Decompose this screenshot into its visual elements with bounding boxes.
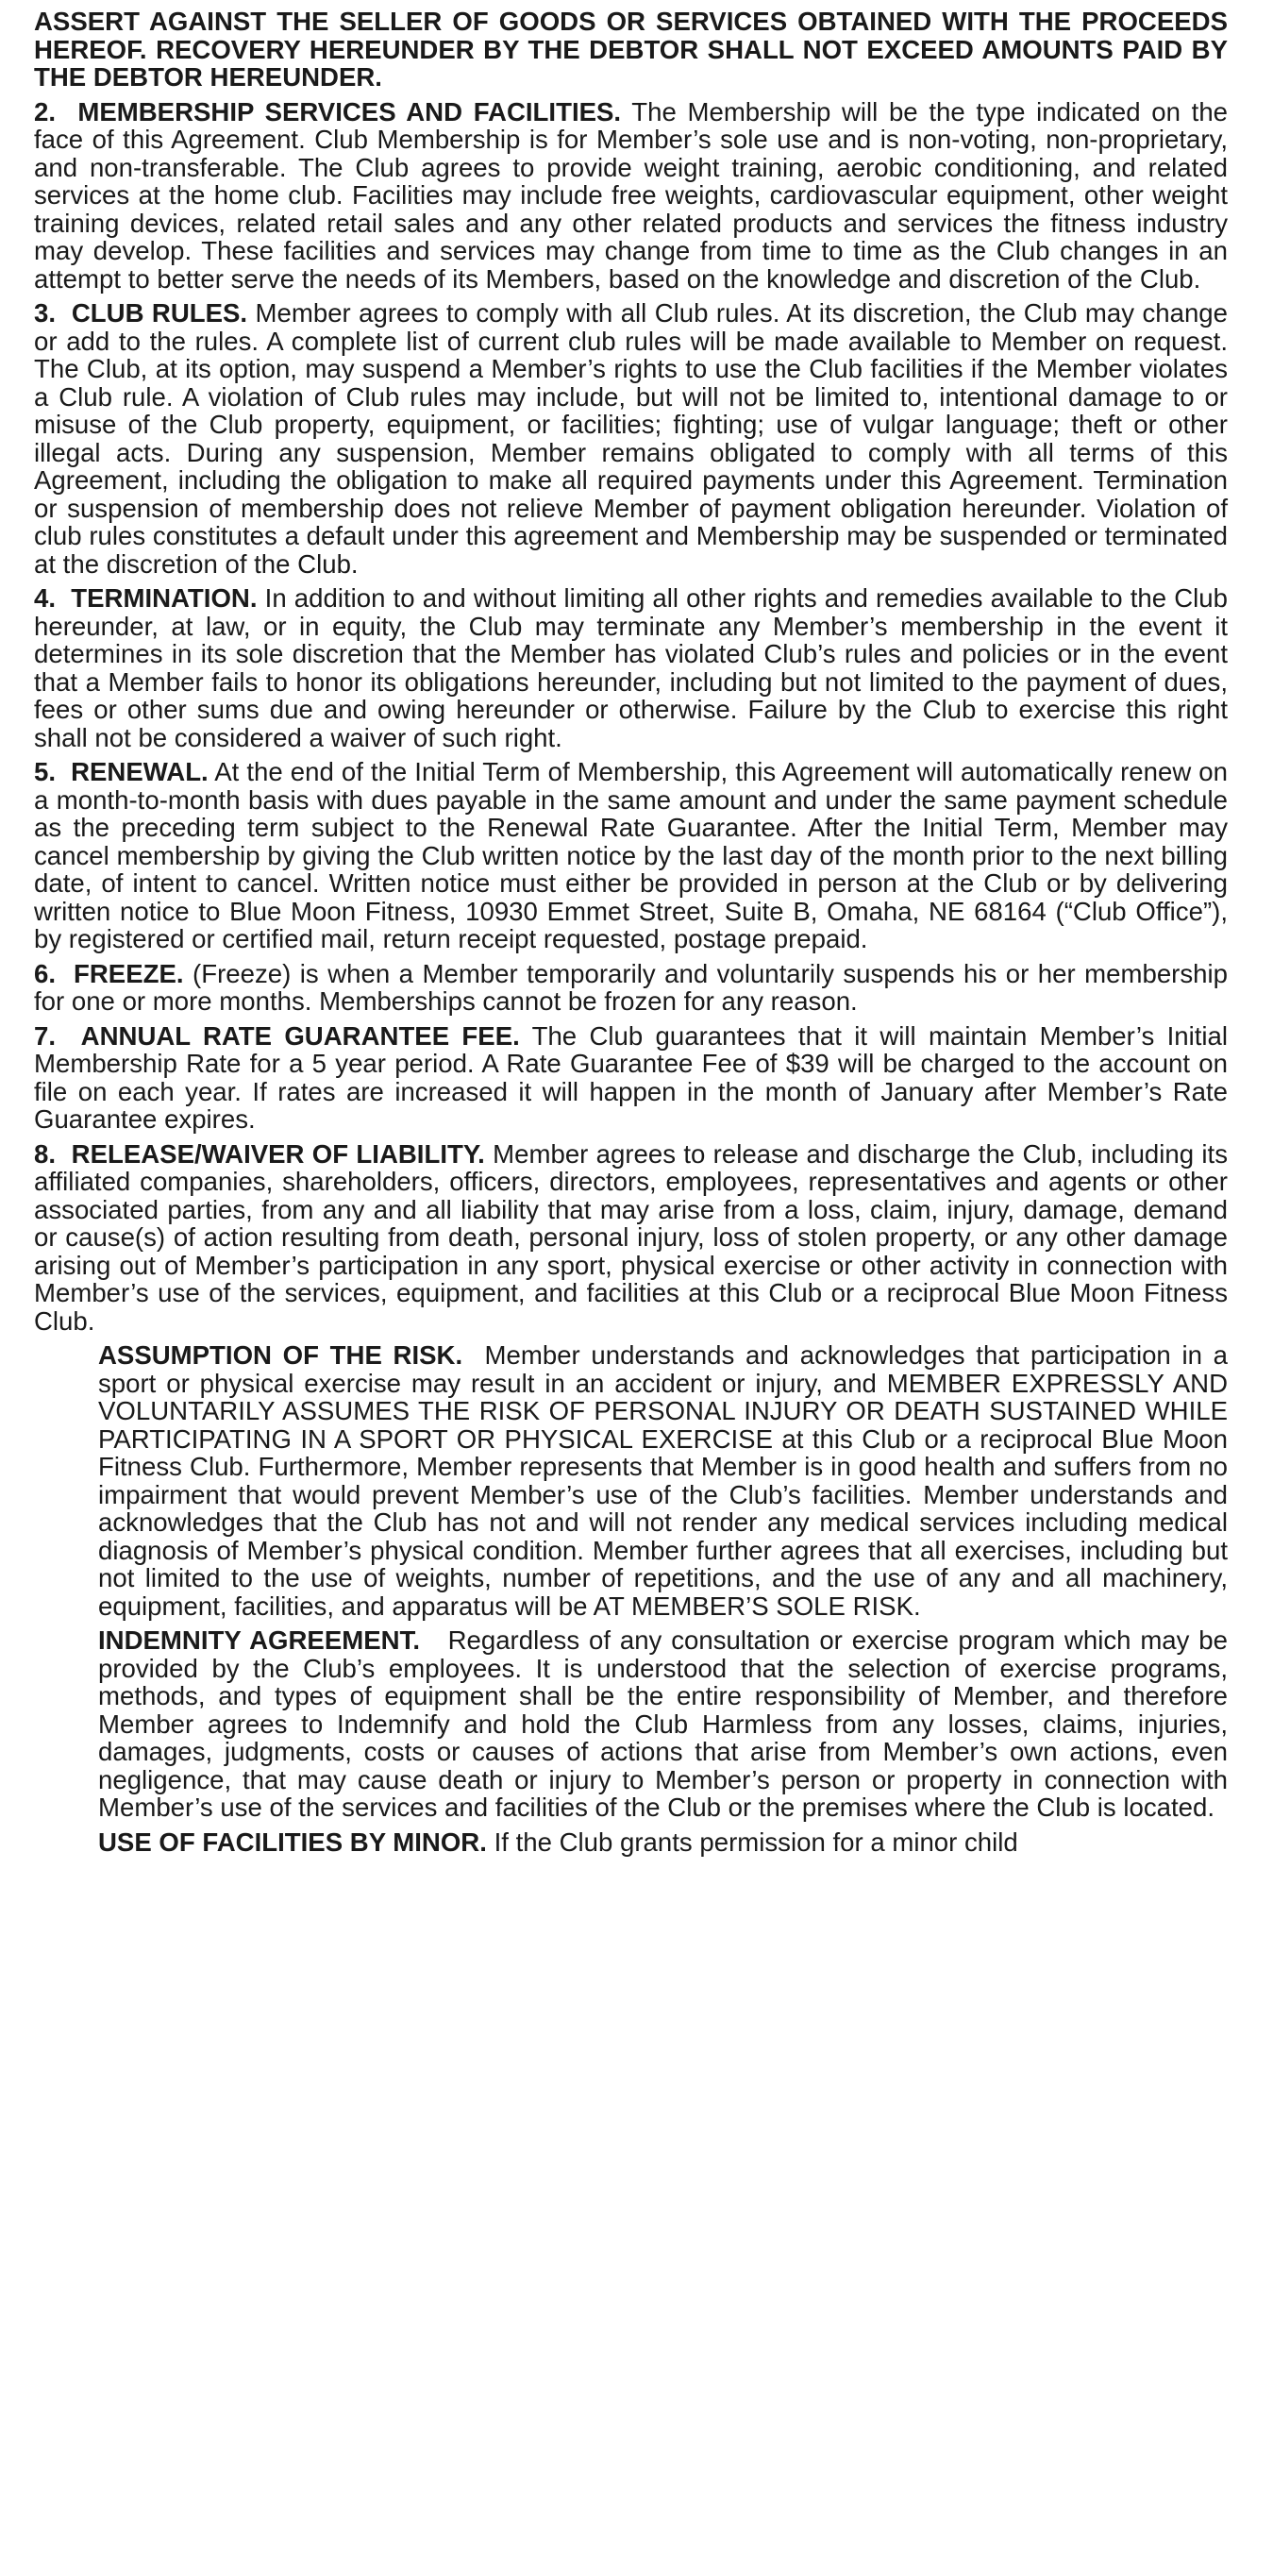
subsection-indemnity-agreement xyxy=(98,1626,1228,1822)
subsection-text: Member understands and acknowledges that participation in a sport or physical exercise may result in an accident or injury, and MEMBER EXPRESSLY AND VOLUNTARILY ASSUMES THE RISK OF PERSONAL INJURY OR DEATH SUSTAINED WHILE PARTICIPATING IN A SPORT OR PHYSICAL EXERCISE at this Club or a reciprocal Blue Moon Fitness Club. Furthermore, Member represents that Member is in good health and suffers from no impairment that would prevent Member’s use of the Club’s facilities. Member understands and acknowledges that the Club has not and will not render any medical services including medical diagnosis of Member’s physical condition. Member further agrees that all exercises, including but not limited to the use of weights, number of repetitions, and the use of any and all machinery, equipment, facilities, and apparatus will be AT MEMBER’S SOLE RISK. xyxy=(98,1340,1228,1621)
section-heading: MEMBERSHIP SERVICES AND FACILITIES. xyxy=(77,96,622,126)
section-heading: RELEASE/WAIVER OF LIABILITY. xyxy=(71,1138,485,1169)
section-7 xyxy=(34,1022,1228,1134)
section-2 xyxy=(34,98,1228,294)
section-number: 6. xyxy=(34,958,57,988)
section-heading: RENEWAL. xyxy=(71,757,209,786)
section-heading: TERMINATION. xyxy=(71,583,258,613)
section-number: 3. xyxy=(34,298,57,328)
section-4 xyxy=(34,584,1228,751)
section-number: 2. xyxy=(34,96,57,126)
section-text: Member agrees to release and discharge the Club, including its affiliated companies, shareholders, officers, directors, employees, representatives and agents or other associated parties, from any and all liability that may arise from a loss, claim, injury, damage, demand or cause(s) of action resulting from death, personal injury, loss of stolen property, or any other damage arising out of Member’s participation in any sport, physical exercise or other activity in connection with Member’s use of the services, equipment, and facilities at this Club or a reciprocal Blue Moon Fitness Club. xyxy=(34,1138,1228,1336)
subsection-text: If the Club grants permission for a minor child xyxy=(494,1827,1018,1857)
section-text: The Club guarantees that it will maintain Member’s Initial Membership Rate for a 5 year period. A Rate Guarantee Fee of $39 will be charged to the account on file on each year. If rates are increased it will happen in the month of January after Member’s Rate Guarantee expires. xyxy=(34,1020,1229,1134)
section-8 xyxy=(34,1140,1228,1336)
section-heading: ANNUAL RATE GUARANTEE FEE. xyxy=(80,1020,520,1051)
lead-paragraph: ASSERT AGAINST THE SELLER OF GOODS OR SERVICES OBTAINED WITH THE PROCEEDS HEREOF. RECOVERY HEREUNDER BY THE DEBTOR SHALL NOT EXCEED AMOUNTS PAID BY THE DEBTOR HEREUNDER. xyxy=(34,7,1228,92)
section-text: Member agrees to comply with all Club rules. At its discretion, the Club may change or add to the rules. A complete list of current club rules will be made available to Member on request. The Club, at its option, may suspend a Member’s rights to use the Club facilities if the Member violates a Club rule. A violation of Club rules may include, but will not be limited to, intentional damage to or misuse of the Club property, equipment, or facilities; fighting; use of vulgar language; theft or other illegal acts. During any suspension, Member remains obligated to comply with all terms of this Agreement, including the obligation to make all required payments under this Agreement. Termination or suspension of membership does not relieve Member of payment obligation hereunder. Violation of club rules constitutes a default under this agreement and Membership may be suspended or terminated at the discretion of the Club. xyxy=(34,298,1228,579)
section-3 xyxy=(34,299,1228,578)
subsection-heading: ASSUMPTION OF THE RISK. xyxy=(98,1340,463,1370)
subsection-text: Regardless of any consultation or exercise program which may be provided by the Club’s employees. It is understood that the selection of exercise programs, methods, and types of equipment shall be the entire responsibility of Member, and therefore Member agrees to Indemnify and hold the Club Harmless from any losses, claims, injuries, damages, judgments, costs or causes of actions that arise from Member’s own actions, even negligence, that may cause death or injury to Member’s person or property in connection with Member’s use of the services and facilities of the Club or the premises where the Club is located. xyxy=(98,1625,1228,1822)
section-text: In addition to and without limiting all other rights and remedies available to the Club hereunder, at law, or in equity, the Club may terminate any Member’s membership in the event it determines in its sole discretion that the Member has violated Club’s rules and policies or in the event that a Member fails to honor its obligations hereunder, including but not limited to the payment of dues, fees or other sums due and owing hereunder or otherwise. Failure by the Club to exercise this right shall not be considered a waiver of such right. xyxy=(34,583,1228,752)
section-number: 7. xyxy=(34,1020,57,1051)
section-number: 4. xyxy=(34,583,57,613)
section-6 xyxy=(34,960,1228,1016)
document-page xyxy=(34,8,1228,1862)
subsection-heading: INDEMNITY AGREEMENT. xyxy=(98,1625,421,1655)
section-number: 5. xyxy=(34,757,57,786)
section-text: The Membership will be the type indicated on the face of this Agreement. Club Membership is for Member’s sole use and is non-voting, non-proprietary, and non-transferable. The Club agrees to provide weight training, aerobic conditioning, and related services at the home club. Facilities may include free weights, cardiovascular equipment, other weight training devices, related retail sales and any other related products and services the fitness industry may develop. These facilities and services may change from time to time as the Club changes in an attempt to better serve the needs of its Members, based on the knowledge and discretion of the Club. xyxy=(34,96,1229,294)
subsection-use-by-minor xyxy=(98,1828,1228,1857)
subsection-assumption-of-risk xyxy=(98,1341,1228,1620)
section-text: At the end of the Initial Term of Membership, this Agreement will automatically renew on a month-to-month basis with dues payable in the same amount and under the same payment schedule as the preceding term subject to the Renewal Rate Guarantee. After the Initial Term, Member may cancel membership by giving the Club written notice by the last day of the month prior to the next billing date, of intent to cancel. Written notice must either be provided in person at the Club or by delivering written notice to Blue Moon Fitness, 10930 Emmet Street, Suite B, Omaha, NE 68164 (“Club Office”), by registered or certified mail, return receipt requested, postage prepaid. xyxy=(34,757,1228,953)
section-number: 8. xyxy=(34,1138,57,1169)
section-5 xyxy=(34,758,1228,953)
subsection-heading: USE OF FACILITIES BY MINOR. xyxy=(98,1827,487,1857)
section-heading: CLUB RULES. xyxy=(71,298,248,328)
section-heading: FREEZE. xyxy=(74,958,184,988)
section-text: (Freeze) is when a Member temporarily and voluntarily suspends his or her membership for one or more months. Memberships cannot be frozen for any reason. xyxy=(34,958,1228,1016)
